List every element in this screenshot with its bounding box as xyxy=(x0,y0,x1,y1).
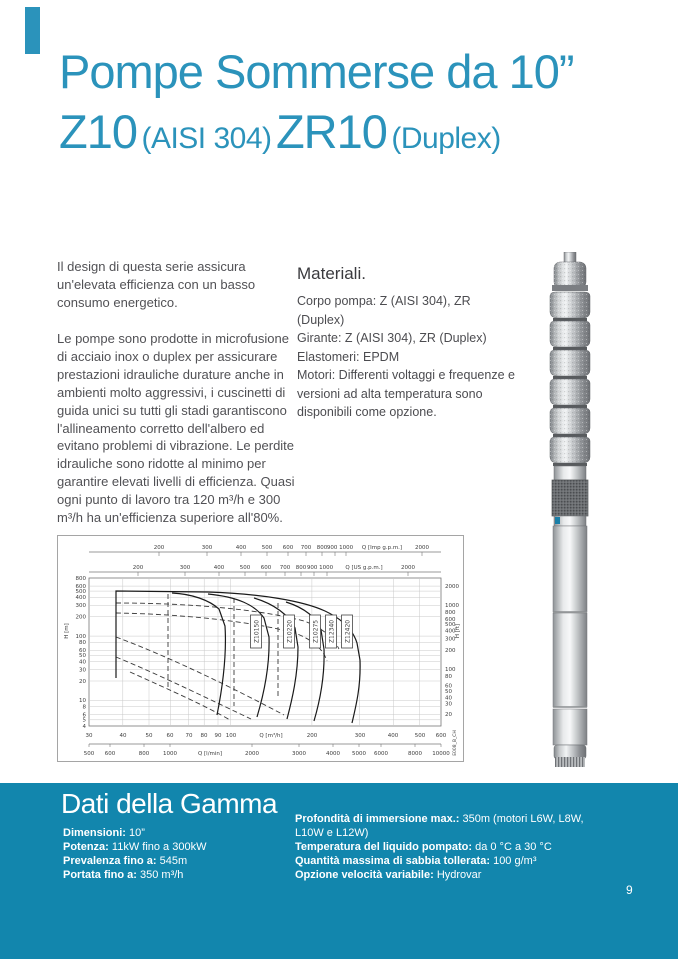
svg-text:300: 300 xyxy=(75,603,86,610)
svg-text:500: 500 xyxy=(414,733,426,739)
svg-text:800: 800 xyxy=(445,610,456,616)
svg-text:10000: 10000 xyxy=(432,751,450,757)
model-label-z12420: Z12420 xyxy=(344,619,352,644)
svg-text:100: 100 xyxy=(445,667,456,674)
bottom-axis-m3h-title: Q [m³/h] xyxy=(259,733,283,739)
model-name-z10: Z10 xyxy=(59,105,137,158)
model-label-z10220: Z10220 xyxy=(286,619,294,644)
spec-row: Opzione velocità variabile: Hydrovar xyxy=(295,869,482,881)
svg-text:5000: 5000 xyxy=(352,751,366,757)
svg-text:50: 50 xyxy=(445,689,452,696)
svg-text:500: 500 xyxy=(83,751,95,757)
svg-text:600: 600 xyxy=(445,617,456,623)
svg-text:30: 30 xyxy=(79,667,86,674)
model-name-zr10: ZR10 xyxy=(275,105,387,158)
svg-text:600: 600 xyxy=(282,545,294,551)
left-axis-tick-labels xyxy=(76,576,87,730)
svg-text:500: 500 xyxy=(445,622,456,629)
svg-text:40: 40 xyxy=(445,695,452,702)
svg-text:600: 600 xyxy=(260,565,272,571)
svg-text:80: 80 xyxy=(200,733,208,739)
svg-text:80: 80 xyxy=(79,640,86,647)
left-axis-title: H [m] xyxy=(64,623,70,639)
right-axis-title: H [ft] xyxy=(455,623,461,639)
svg-text:500: 500 xyxy=(261,545,273,551)
svg-text:300: 300 xyxy=(354,733,366,739)
pump-curve-chart xyxy=(57,535,464,762)
svg-text:8000: 8000 xyxy=(408,751,422,757)
pump-motor-lower xyxy=(553,613,587,707)
chart-drawing-code: E008_B_CH xyxy=(453,730,458,756)
svg-text:40: 40 xyxy=(119,733,127,739)
svg-text:6000: 6000 xyxy=(374,751,388,757)
svg-text:3000: 3000 xyxy=(292,751,306,757)
materials-line-impeller: Girante: Z (AISI 304), ZR (Duplex) xyxy=(297,331,487,346)
svg-text:60: 60 xyxy=(166,733,174,739)
pump-suction-screen xyxy=(552,480,588,516)
top-axis-us-title: Q [US g.p.m.] xyxy=(345,565,383,571)
page-tab-marker xyxy=(25,7,40,54)
model-label-z10275: Z10275 xyxy=(312,619,320,644)
svg-text:60: 60 xyxy=(79,648,86,655)
svg-text:90: 90 xyxy=(214,733,222,739)
svg-text:100: 100 xyxy=(225,733,237,739)
materials-heading: Materiali. xyxy=(297,264,366,283)
spec-row: Potenza: 11kW fino a 300kW xyxy=(63,841,207,853)
model-note-zr10: (Duplex) xyxy=(391,122,501,155)
svg-text:4000: 4000 xyxy=(326,751,340,757)
svg-text:500: 500 xyxy=(239,565,251,571)
svg-text:300: 300 xyxy=(445,636,456,643)
range-data-footer xyxy=(0,783,678,959)
svg-text:2000: 2000 xyxy=(245,751,259,757)
svg-text:800: 800 xyxy=(316,545,328,551)
bottom-axis-lmin-ticks xyxy=(89,744,441,747)
pump-adapter xyxy=(554,466,586,480)
svg-text:80: 80 xyxy=(445,674,452,681)
top-axis-imp-ticks xyxy=(159,552,422,556)
svg-text:50: 50 xyxy=(145,733,153,739)
svg-text:800: 800 xyxy=(295,565,307,571)
pump-product-image xyxy=(528,252,612,767)
svg-text:800: 800 xyxy=(138,751,150,757)
svg-text:8: 8 xyxy=(82,704,86,711)
intro-text xyxy=(57,258,299,545)
svg-text:60: 60 xyxy=(445,683,452,690)
materials-section xyxy=(297,261,515,422)
svg-text:2000: 2000 xyxy=(401,565,415,571)
svg-text:200: 200 xyxy=(132,565,144,571)
model-label-z10150: Z10150 xyxy=(253,619,261,644)
svg-text:50: 50 xyxy=(79,653,86,660)
svg-text:70: 70 xyxy=(185,733,193,739)
svg-text:300: 300 xyxy=(201,545,213,551)
spec-row: Portata fino a: 350 m³/h xyxy=(63,869,184,881)
svg-text:900 1000: 900 1000 xyxy=(306,565,334,571)
materials-line-elastomers: Elastomeri: EPDM xyxy=(297,349,400,364)
svg-text:4: 4 xyxy=(82,723,86,730)
materials-line-body: Corpo pompa: Z (AISI 304), ZR (Duplex) xyxy=(297,294,471,327)
svg-text:400: 400 xyxy=(387,733,399,739)
pump-stages xyxy=(550,292,590,466)
pump-motor-upper xyxy=(553,526,587,612)
svg-text:600: 600 xyxy=(104,751,116,757)
intro-paragraph-2: Le pompe sono prodotte in microfusione di acciaio inox o duplex per assicurare prestazioni idrauliche durature anche in ambienti molto aggressivi, i cuscinetti di guida unici su tutti gli stadi garantiscono l'allineamento corretto dell'albero ed evitano problemi di vibrazione. Le perdite idrauliche sono ridotte al minimo per garantire elevati livelli di efficienza. Quasi ogni punto di lavoro tra 120 m³/h e 300 m³/h ha un'efficienza superiore all'80%. xyxy=(57,330,295,526)
svg-text:1000: 1000 xyxy=(445,602,459,609)
pump-bottom-fringe xyxy=(555,757,585,767)
svg-text:800: 800 xyxy=(75,575,86,582)
svg-text:100: 100 xyxy=(75,633,86,640)
page-subtitle xyxy=(59,104,501,159)
spec-row: Prevalenza fino a: 545m xyxy=(63,855,188,867)
svg-text:400: 400 xyxy=(445,628,456,635)
svg-text:400: 400 xyxy=(75,595,86,602)
bottom-axis-lmin-tick-labels xyxy=(84,751,450,757)
spec-row: Temperatura del liquido pompato: da 0 °C a 30 °C xyxy=(295,841,552,853)
bottom-axis-lmin-title: Q [l/min] xyxy=(197,751,223,757)
intro-paragraph-1: Il design di questa serie assicura un'elevata efficienza con un basso consumo energetico. xyxy=(57,259,256,310)
spec-row: Profondità di immersione max.: 350m (motori L6W, L8W, L10W e L12W) xyxy=(295,813,584,839)
svg-text:700: 700 xyxy=(300,545,312,551)
svg-text:2000: 2000 xyxy=(415,545,429,551)
right-axis-tick-labels xyxy=(445,584,459,718)
svg-text:400: 400 xyxy=(213,565,225,571)
top-axis-imp-title: Q [Imp g.p.m.] xyxy=(361,545,403,551)
top-axis-us-ticks xyxy=(138,572,408,576)
svg-text:600: 600 xyxy=(75,583,86,590)
svg-text:30: 30 xyxy=(445,701,452,708)
svg-text:40: 40 xyxy=(79,659,86,666)
svg-text:300: 300 xyxy=(179,565,191,571)
svg-text:6: 6 xyxy=(82,712,86,719)
pump-brand-tag xyxy=(555,517,560,524)
pump-body xyxy=(550,252,590,767)
svg-text:200: 200 xyxy=(306,733,318,739)
svg-text:500: 500 xyxy=(75,588,86,595)
page-title: Pompe Sommerse da 10” xyxy=(59,45,574,98)
spec-row: Quantità massima di sabbia tollerata: 100 g/m³ xyxy=(295,855,537,867)
svg-text:600: 600 xyxy=(435,733,447,739)
svg-text:200: 200 xyxy=(445,647,456,654)
model-note-z10: (AISI 304) xyxy=(141,122,272,155)
footer-spec-right-column xyxy=(295,812,585,882)
svg-text:200: 200 xyxy=(75,614,86,621)
svg-text:20: 20 xyxy=(79,678,86,685)
svg-text:700: 700 xyxy=(279,565,291,571)
svg-text:400: 400 xyxy=(235,545,247,551)
svg-text:5: 5 xyxy=(82,717,86,724)
plot-frame xyxy=(89,578,441,726)
model-label-z12340: Z12340 xyxy=(328,619,336,644)
footer-spec-left-column xyxy=(63,826,283,882)
spec-row: Dimensioni: 10” xyxy=(63,827,145,839)
svg-text:1000: 1000 xyxy=(163,751,177,757)
svg-text:2000: 2000 xyxy=(445,583,459,590)
svg-text:10: 10 xyxy=(79,698,86,705)
svg-text:200: 200 xyxy=(153,545,165,551)
svg-text:30: 30 xyxy=(85,733,93,739)
svg-text:20: 20 xyxy=(445,712,452,719)
footer-heading: Dati della Gamma xyxy=(61,788,278,819)
materials-line-motors: Motori: Differenti voltaggi e frequenze e versioni ad alta temperatura sono disponibili come opzione. xyxy=(297,368,515,420)
svg-text:900 1000: 900 1000 xyxy=(326,545,354,551)
page-number: 9 xyxy=(626,883,633,897)
pump-bottom-cap xyxy=(554,745,586,759)
